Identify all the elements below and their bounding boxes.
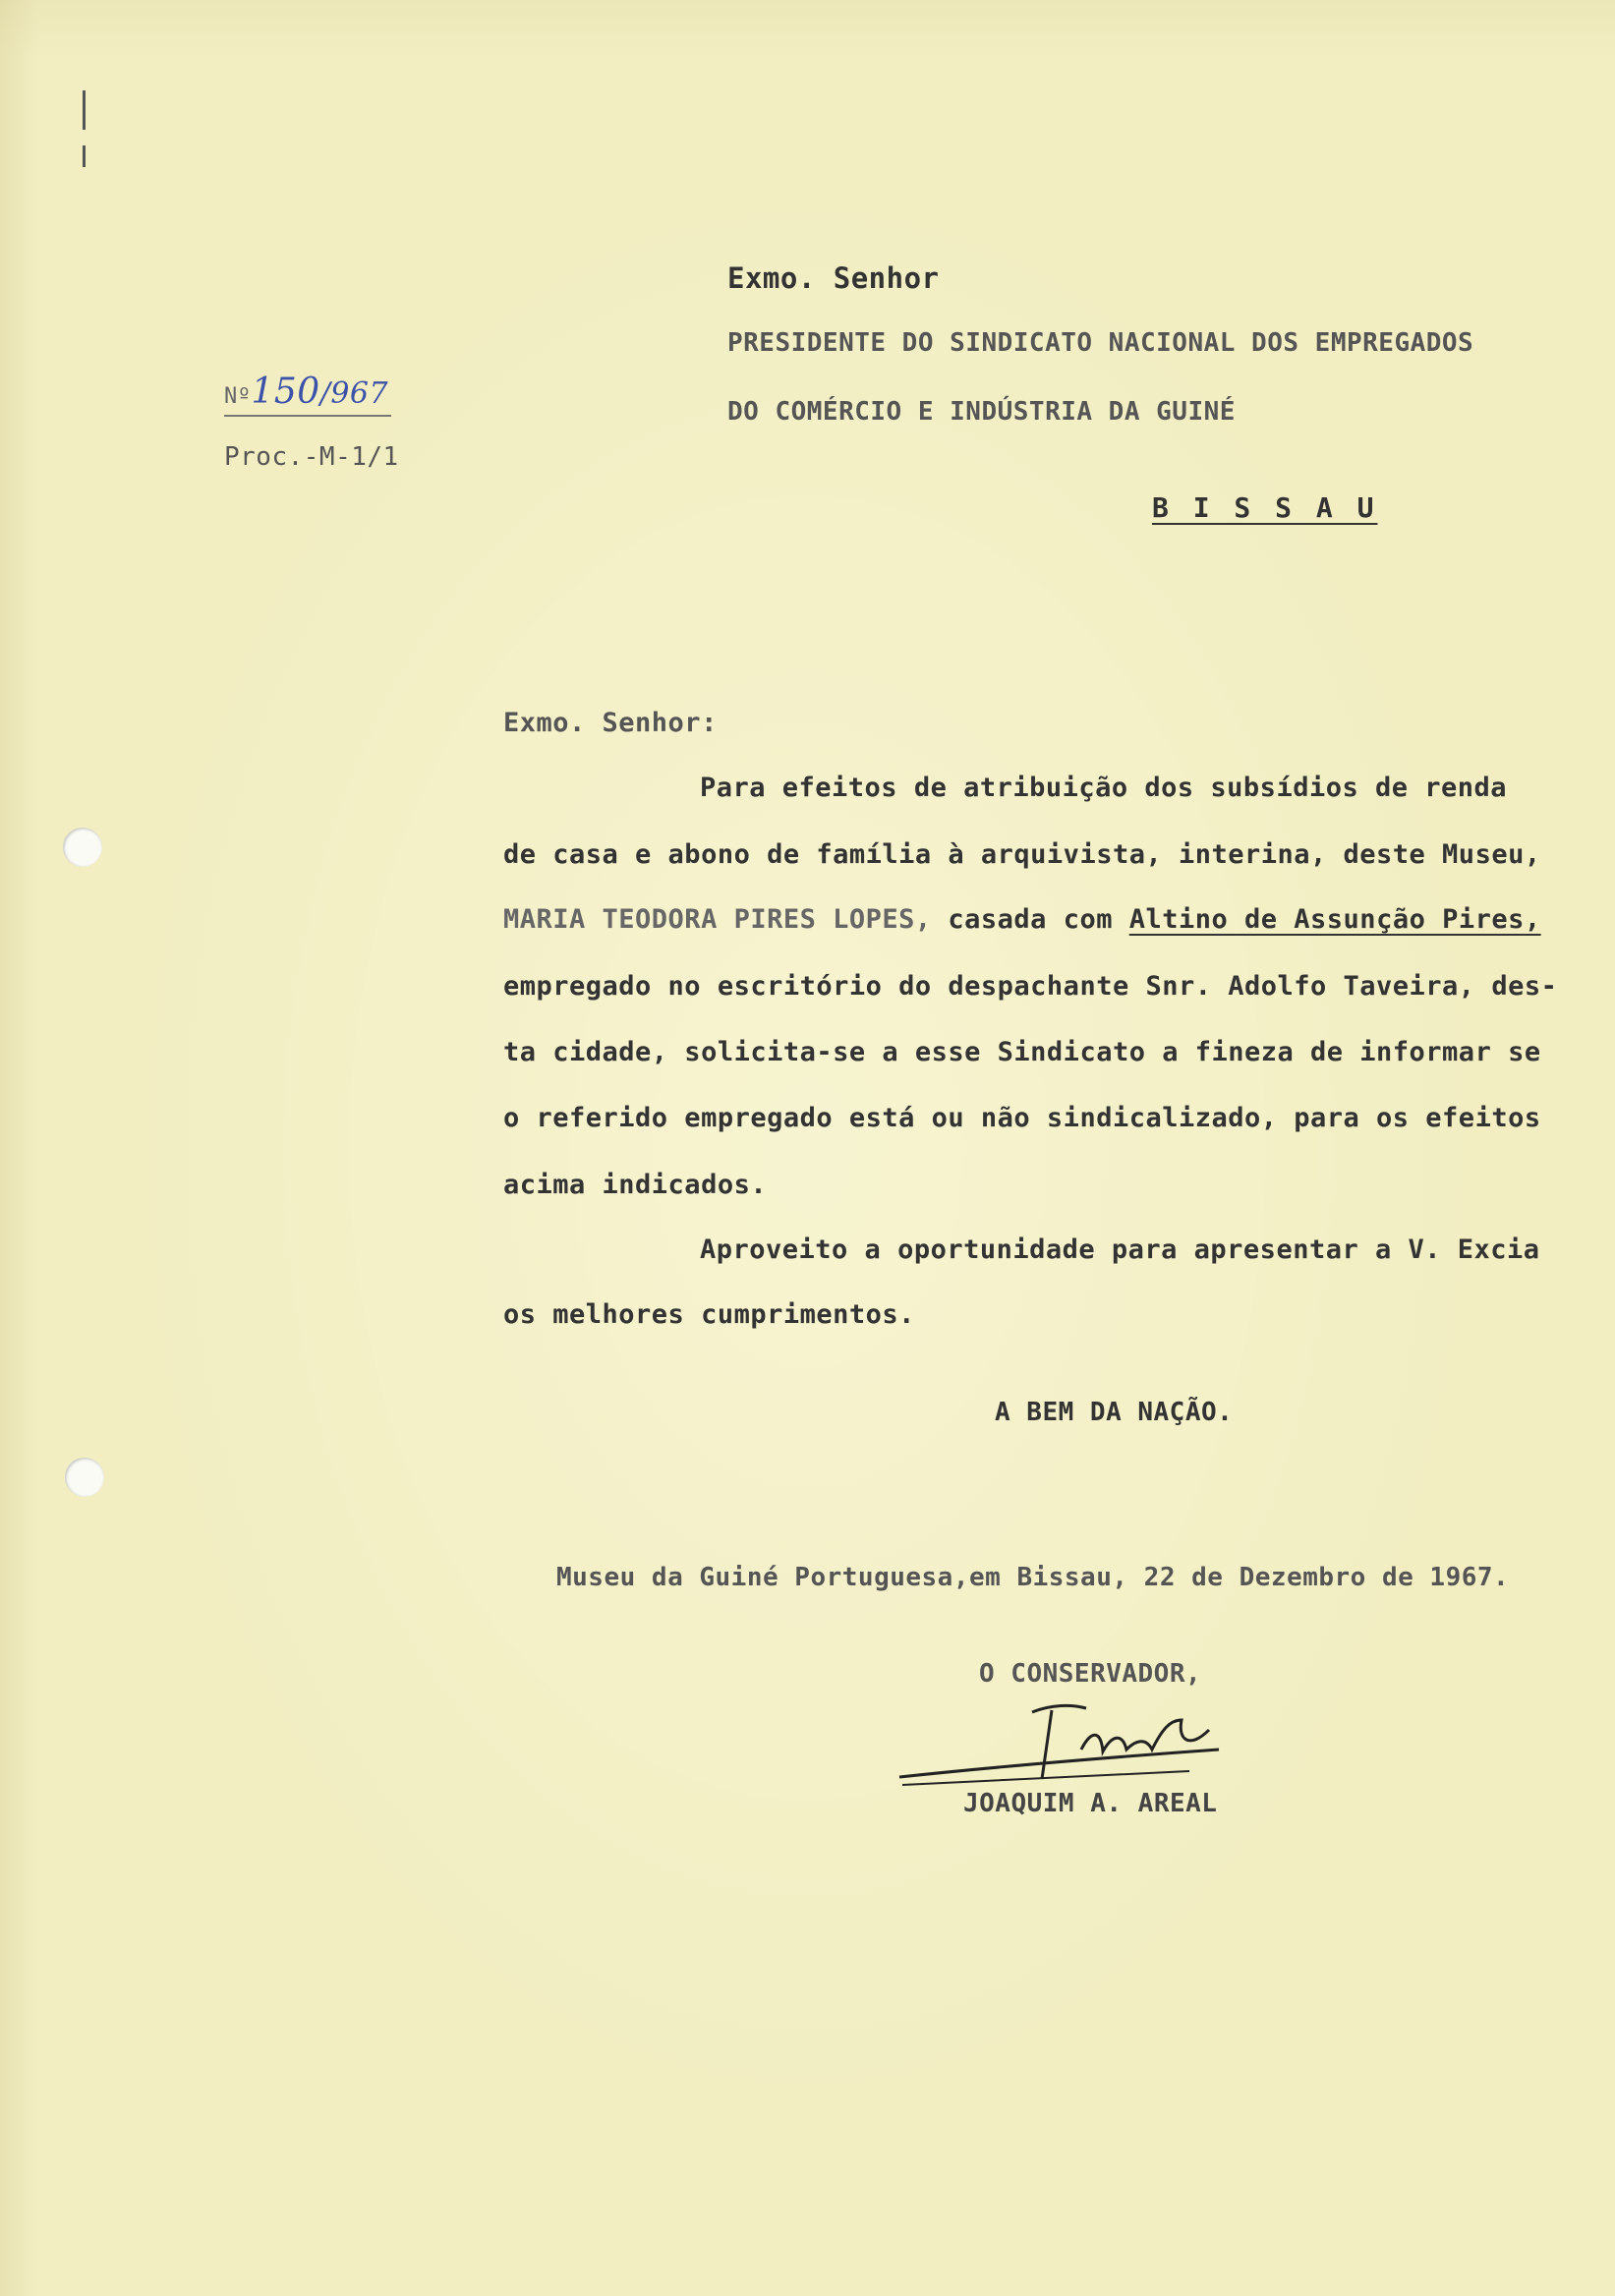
signature-title: O CONSERVADOR, [979,1659,1202,1689]
body-line-3 [503,904,1541,935]
ref-prefix: Nº [224,384,252,409]
recipient-line-2: DO COMÉRCIO E INDÚSTRIA DA GUINÉ [727,397,1236,427]
punch-hole-bottom [65,1458,104,1497]
employee-name: MARIA TEODORA PIRES LOPES, [503,904,932,935]
process-reference: Proc.-M-1/1 [224,442,399,472]
spouse-name: Altino de Assunção Pires, [1128,904,1541,935]
body-line-2: de casa e abono de família à arquivista, interina, deste Museu, [503,839,1541,870]
closing-line-2: os melhores cumprimentos. [503,1299,915,1330]
body-line-6: o referido empregado está ou não sindicalizado, para os efeitos [503,1103,1541,1133]
ref-suffix: /967 [319,376,389,411]
city-bissau: B I S S A U [1152,491,1378,524]
margin-mark [83,90,86,130]
body-line-4: empregado no escritório do despachante Snr. Adolfo Taveira, des- [503,971,1558,1002]
reference-number [224,372,388,412]
recipient-line-1: PRESIDENTE DO SINDICATO NACIONAL DOS EMPREGADOS [727,328,1474,358]
closing-line-1: Aproveito a oportunidade para apresentar a V. Excia [700,1234,1540,1265]
margin-mark-2 [83,145,86,167]
body-salutation: Exmo. Senhor: [503,708,718,738]
place-date: Museu da Guiné Portuguesa,em Bissau, 22 de Dezembro de 1967. [556,1563,1510,1592]
body-line-1: Para efeitos de atribuição dos subsídios de renda [700,773,1508,803]
motto: A BEM DA NAÇÃO. [995,1398,1234,1427]
ref-handwritten-number: 150 [251,372,320,412]
punch-hole-top [63,828,102,867]
body-line-7: acima indicados. [503,1170,768,1200]
body-line-3-mid: casada com [948,904,1113,935]
header-salutation: Exmo. Senhor [727,261,940,295]
body-line-5: ta cidade, solicita-se a esse Sindicato a fineza de informar se [503,1037,1541,1067]
ref-underline [224,415,391,417]
handwritten-signature [894,1691,1248,1799]
signatory-name: JOAQUIM A. AREAL [963,1789,1218,1818]
